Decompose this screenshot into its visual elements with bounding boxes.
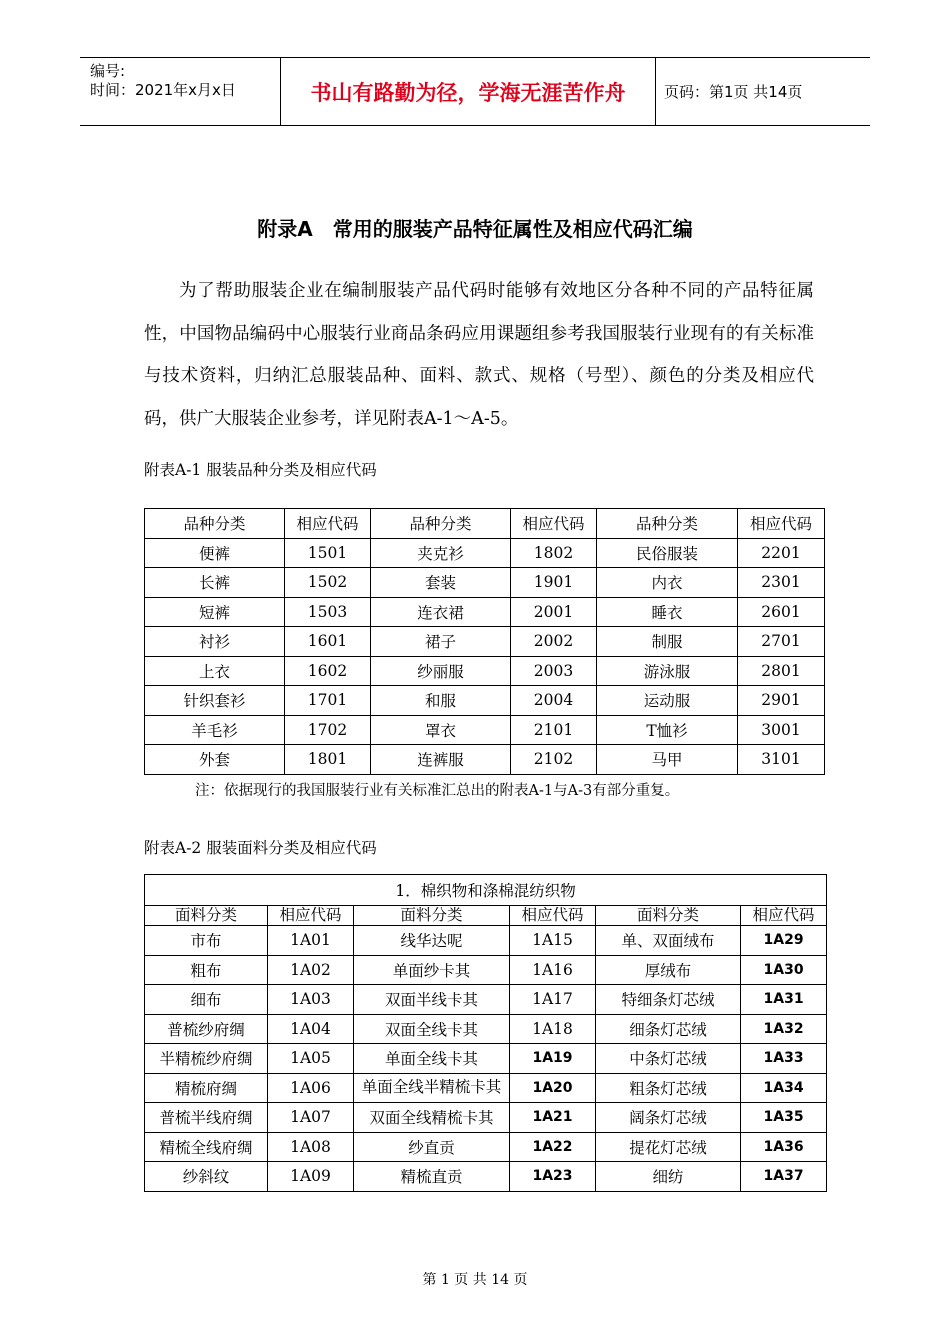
table2-caption: 附表A-2 服装面料分类及相应代码 — [144, 839, 377, 857]
category-cell: 单面纱卡其 — [354, 955, 510, 985]
code-cell: 1A21 — [510, 1103, 596, 1133]
code-cell: 1A34 — [741, 1073, 827, 1103]
column-header: 品种分类 — [597, 509, 738, 539]
code-cell: 1A22 — [510, 1132, 596, 1162]
category-cell: 纱丽服 — [371, 656, 511, 686]
code-cell: 1A07 — [268, 1103, 354, 1133]
category-cell: 双面全线卡其 — [354, 1014, 510, 1044]
column-header: 面料分类 — [145, 906, 268, 926]
category-cell: 纱斜纹 — [145, 1162, 268, 1192]
category-cell: 阔条灯芯绒 — [596, 1103, 741, 1133]
table2-section-row — [145, 875, 827, 906]
code-cell: 2002 — [511, 627, 597, 657]
code-cell: 1602 — [285, 656, 371, 686]
table-header-row — [145, 906, 827, 926]
column-header: 面料分类 — [354, 906, 510, 926]
code-cell: 1A37 — [741, 1162, 827, 1192]
category-cell: 罩衣 — [371, 715, 511, 745]
table-row — [145, 926, 827, 956]
category-cell: 内衣 — [597, 568, 738, 598]
category-cell: T恤衫 — [597, 715, 738, 745]
category-cell: 单面全线卡其 — [354, 1044, 510, 1074]
table-row — [145, 686, 825, 716]
category-cell: 精梳直贡 — [354, 1162, 510, 1192]
code-cell: 1A04 — [268, 1014, 354, 1044]
table-row — [145, 985, 827, 1015]
category-cell: 羊毛衫 — [145, 715, 285, 745]
category-cell: 短裤 — [145, 597, 285, 627]
code-cell: 1601 — [285, 627, 371, 657]
code-cell: 1702 — [285, 715, 371, 745]
table-row — [145, 1014, 827, 1044]
category-cell: 睡衣 — [597, 597, 738, 627]
code-cell: 1802 — [511, 538, 597, 568]
category-cell: 细条灯芯绒 — [596, 1014, 741, 1044]
category-cell: 便裤 — [145, 538, 285, 568]
category-cell: 单、双面绒布 — [596, 926, 741, 956]
table-row — [145, 715, 825, 745]
category-cell: 制服 — [597, 627, 738, 657]
table-row — [145, 745, 825, 775]
code-cell: 1503 — [285, 597, 371, 627]
table-row — [145, 627, 825, 657]
category-cell: 提花灯芯绒 — [596, 1132, 741, 1162]
date-line: 时间：2021年x月x日 — [90, 81, 236, 99]
table-row — [145, 538, 825, 568]
category-cell: 细纺 — [596, 1162, 741, 1192]
category-cell: 连裤服 — [371, 745, 511, 775]
category-cell: 市布 — [145, 926, 268, 956]
category-cell: 普梳纱府绸 — [145, 1014, 268, 1044]
column-header: 品种分类 — [145, 509, 285, 539]
category-cell: 连衣裙 — [371, 597, 511, 627]
category-cell: 马甲 — [597, 745, 738, 775]
table-row — [145, 955, 827, 985]
page-header — [80, 57, 870, 126]
header-page-info: 页码：第1页 共14页 — [664, 83, 803, 101]
table-garment-categories — [144, 508, 825, 775]
column-header: 相应代码 — [285, 509, 371, 539]
category-cell: 民俗服装 — [597, 538, 738, 568]
code-cell: 2601 — [738, 597, 825, 627]
column-header: 品种分类 — [371, 509, 511, 539]
header-motto: 书山有路勤为径，学海无涯苦作舟 — [280, 58, 656, 125]
category-cell: 纱直贡 — [354, 1132, 510, 1162]
column-header: 相应代码 — [511, 509, 597, 539]
code-cell: 1A06 — [268, 1073, 354, 1103]
category-cell: 和服 — [371, 686, 511, 716]
section-title: 1．棉织物和涤棉混纺织物 — [145, 875, 827, 906]
category-cell: 粗布 — [145, 955, 268, 985]
code-cell: 2004 — [511, 686, 597, 716]
category-cell: 普梳半线府绸 — [145, 1103, 268, 1133]
code-cell: 1A29 — [741, 926, 827, 956]
table-row — [145, 1103, 827, 1133]
code-cell: 1A35 — [741, 1103, 827, 1133]
column-header: 面料分类 — [596, 906, 741, 926]
code-cell: 1A17 — [510, 985, 596, 1015]
code-cell: 3001 — [738, 715, 825, 745]
header-meta — [80, 58, 280, 125]
category-cell: 外套 — [145, 745, 285, 775]
code-cell: 1A16 — [510, 955, 596, 985]
code-cell: 1A36 — [741, 1132, 827, 1162]
code-cell: 1A23 — [510, 1162, 596, 1192]
category-cell: 双面全线精梳卡其 — [354, 1103, 510, 1133]
number-label: 编号: — [90, 62, 126, 80]
code-cell: 1701 — [285, 686, 371, 716]
category-cell: 粗条灯芯绒 — [596, 1073, 741, 1103]
code-cell: 1501 — [285, 538, 371, 568]
category-cell: 夹克衫 — [371, 538, 511, 568]
column-header: 相应代码 — [510, 906, 596, 926]
code-cell: 1A05 — [268, 1044, 354, 1074]
category-cell: 单面全线半精梳卡其 — [354, 1073, 510, 1103]
code-cell: 1A33 — [741, 1044, 827, 1074]
code-cell: 3101 — [738, 745, 825, 775]
category-cell: 衬衫 — [145, 627, 285, 657]
code-cell: 1A15 — [510, 926, 596, 956]
code-cell: 2301 — [738, 568, 825, 598]
code-cell: 1A20 — [510, 1073, 596, 1103]
code-cell: 1A09 — [268, 1162, 354, 1192]
category-cell: 套装 — [371, 568, 511, 598]
intro-text: 为了帮助服装企业在编制服装产品代码时能够有效地区分各种不同的产品特征属性，中国物品编码中心服装行业商品条码应用课题组参考我国服装行业现有的有关标准与技术资料，归纳汇总服装品种、面料、款式、规格（号型）、颜色的分类及相应代码，供广大服装企业参考，详见附表A-1～A-5。 — [144, 281, 814, 429]
table-row — [145, 597, 825, 627]
table-row — [145, 1044, 827, 1074]
code-cell: 1A30 — [741, 955, 827, 985]
code-cell: 1801 — [285, 745, 371, 775]
code-cell: 1502 — [285, 568, 371, 598]
category-cell: 精梳全线府绸 — [145, 1132, 268, 1162]
category-cell: 游泳服 — [597, 656, 738, 686]
code-cell: 1A03 — [268, 985, 354, 1015]
table-header-row — [145, 509, 825, 539]
category-cell: 裙子 — [371, 627, 511, 657]
table-fabric-categories — [144, 874, 827, 1192]
code-cell: 1901 — [511, 568, 597, 598]
code-cell: 1A19 — [510, 1044, 596, 1074]
code-cell: 1A32 — [741, 1014, 827, 1044]
category-cell: 针织套衫 — [145, 686, 285, 716]
code-cell: 2001 — [511, 597, 597, 627]
code-cell: 1A31 — [741, 985, 827, 1015]
code-cell: 2201 — [738, 538, 825, 568]
table-row — [145, 568, 825, 598]
table1-caption: 附表A-1 服装品种分类及相应代码 — [144, 461, 377, 479]
category-cell: 长裤 — [145, 568, 285, 598]
table-row — [145, 656, 825, 686]
code-cell: 2701 — [738, 627, 825, 657]
category-cell: 细布 — [145, 985, 268, 1015]
code-cell: 1A08 — [268, 1132, 354, 1162]
code-cell: 2102 — [511, 745, 597, 775]
column-header: 相应代码 — [741, 906, 827, 926]
code-cell: 2101 — [511, 715, 597, 745]
column-header: 相应代码 — [268, 906, 354, 926]
table1-note: 注：依据现行的我国服装行业有关标准汇总出的附表A-1与A-3有部分重复。 — [195, 783, 680, 799]
page-footer: 第 1 页 共 14 页 — [422, 1272, 528, 1288]
code-cell: 2801 — [738, 656, 825, 686]
table-row — [145, 1162, 827, 1192]
category-cell: 双面半线卡其 — [354, 985, 510, 1015]
column-header: 相应代码 — [738, 509, 825, 539]
code-cell: 1A02 — [268, 955, 354, 985]
category-cell: 半精梳纱府绸 — [145, 1044, 268, 1074]
category-cell: 运动服 — [597, 686, 738, 716]
code-cell: 1A18 — [510, 1014, 596, 1044]
category-cell: 中条灯芯绒 — [596, 1044, 741, 1074]
code-cell: 2901 — [738, 686, 825, 716]
intro-paragraph — [144, 270, 814, 440]
category-cell: 上衣 — [145, 656, 285, 686]
code-cell: 1A01 — [268, 926, 354, 956]
document-title: 附录A 常用的服装产品特征属性及相应代码汇编 — [257, 217, 693, 241]
category-cell: 特细条灯芯绒 — [596, 985, 741, 1015]
code-cell: 2003 — [511, 656, 597, 686]
category-cell: 厚绒布 — [596, 955, 741, 985]
category-cell: 精梳府绸 — [145, 1073, 268, 1103]
table-row — [145, 1073, 827, 1103]
category-cell: 线华达呢 — [354, 926, 510, 956]
table-row — [145, 1132, 827, 1162]
